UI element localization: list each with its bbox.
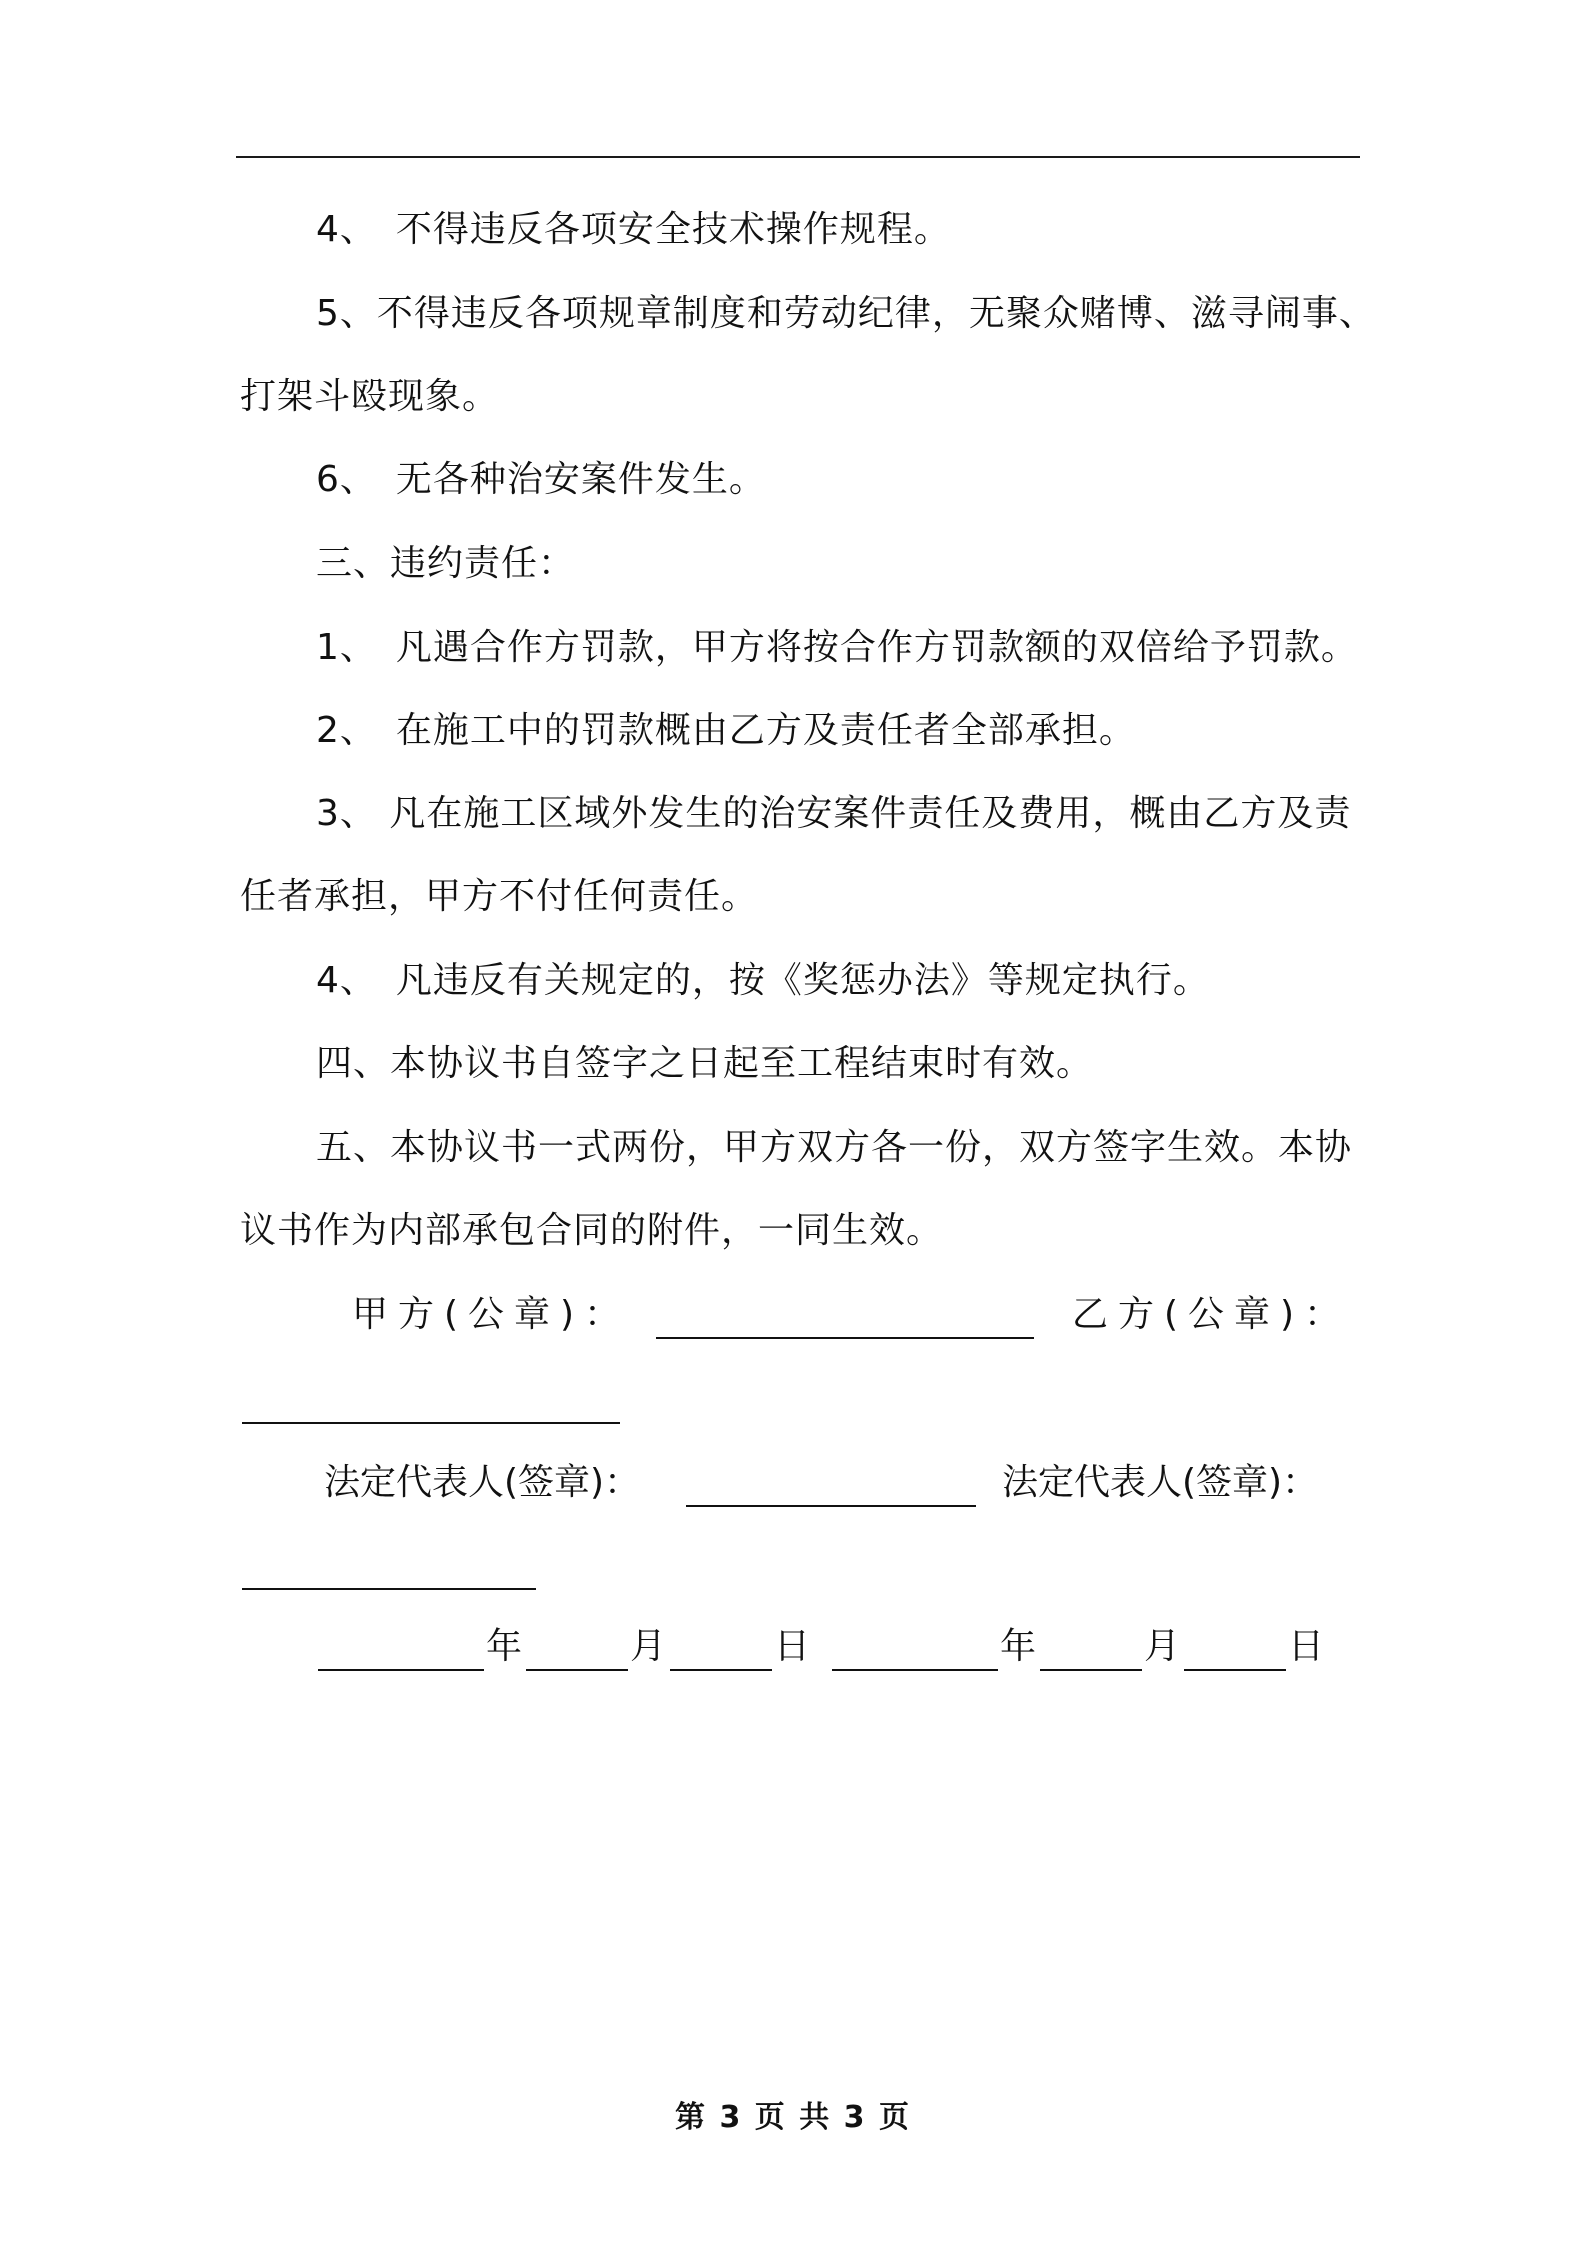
party-a-seal-label: 甲方(公章)： bbox=[352, 1294, 631, 1335]
item-5-rules-line-1: 5、不得违反各项规章制度和劳动纪律，无聚众赌博、滋寻闹事、 bbox=[316, 293, 1376, 334]
header-rule bbox=[236, 156, 1360, 158]
item-5-rules-line-2: 打架斗殴现象。 bbox=[240, 376, 500, 417]
section-4: 四、本协议书自签字之日起至工程结束时有效。 bbox=[316, 1043, 1094, 1084]
date-b-day-label: 日 bbox=[1288, 1626, 1325, 1667]
party-b-seal-row bbox=[1072, 1291, 1350, 1339]
liability-item-3-line-2: 任者承担，甲方不付任何责任。 bbox=[240, 876, 759, 917]
item-6: 6、 无各种治安案件发生。 bbox=[316, 459, 766, 500]
date-a-month-blank bbox=[526, 1637, 628, 1671]
rep-b-blank bbox=[242, 1556, 536, 1590]
rep-b-label: 法定代表人(签章)： bbox=[1002, 1462, 1319, 1503]
party-b-seal-label: 乙方(公章)： bbox=[1072, 1294, 1351, 1335]
liability-item-4: 4、 凡违反有关规定的，按《奖惩办法》等规定执行。 bbox=[316, 960, 1210, 1001]
date-a-month-label: 月 bbox=[630, 1626, 667, 1667]
liability-item-1: 1、 凡遇合作方罚款，甲方将按合作方罚款额的双倍给予罚款。 bbox=[316, 627, 1358, 668]
section-3-heading: 三、违约责任： bbox=[316, 543, 576, 584]
liability-item-3-line-1: 3、 凡在施工区域外发生的治安案件责任及费用，概由乙方及责 bbox=[316, 793, 1352, 834]
date-a-day-blank bbox=[670, 1637, 772, 1671]
date-a-year-label: 年 bbox=[486, 1626, 523, 1667]
party-a-seal-blank bbox=[656, 1305, 1034, 1339]
section-5-line-2: 议书作为内部承包合同的附件，一同生效。 bbox=[240, 1210, 944, 1251]
date-b-year-label: 年 bbox=[1000, 1626, 1037, 1667]
date-b-month-label: 月 bbox=[1144, 1626, 1181, 1667]
date-b-year-blank bbox=[832, 1637, 998, 1671]
party-b-seal-blank bbox=[242, 1390, 620, 1424]
date-a-day-label: 日 bbox=[774, 1626, 811, 1667]
date-b-month-blank bbox=[1040, 1637, 1142, 1671]
rep-a-blank bbox=[686, 1473, 976, 1507]
liability-item-2: 2、 在施工中的罚款概由乙方及责任者全部承担。 bbox=[316, 710, 1136, 751]
section-5-line-1: 五、本协议书一式两份，甲方双方各一份，双方签字生效。本协 bbox=[316, 1127, 1353, 1168]
date-b-day-blank bbox=[1184, 1637, 1286, 1671]
date-a-year-blank bbox=[318, 1637, 484, 1671]
page-number-footer: 第 3 页 共 3 页 bbox=[675, 2100, 911, 2135]
party-a-seal-row bbox=[352, 1291, 630, 1339]
rep-a-label: 法定代表人(签章)： bbox=[324, 1462, 641, 1503]
item-4-safety: 4、 不得违反各项安全技术操作规程。 bbox=[316, 209, 951, 250]
